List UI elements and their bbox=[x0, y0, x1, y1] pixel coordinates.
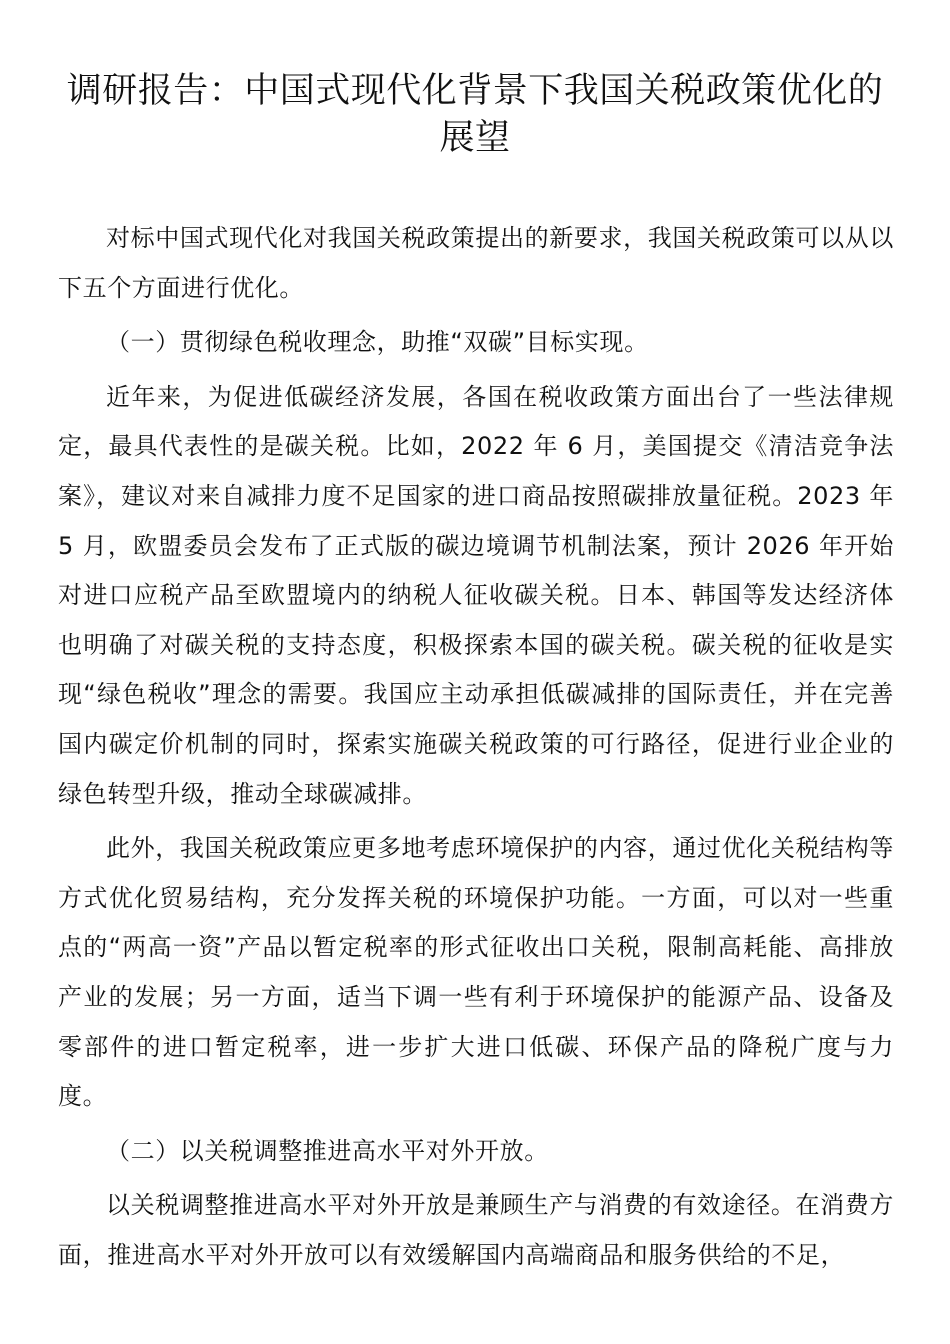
document-title: 调研报告：中国式现代化背景下我国关税政策优化的展望 bbox=[66, 71, 884, 158]
section-heading-1: （一）贯彻绿色税收理念，助推“双碳”目标实现。 bbox=[106, 328, 649, 357]
section-heading-2: （二）以关税调整推进高水平对外开放。 bbox=[106, 1136, 549, 1165]
document-body bbox=[58, 214, 894, 1285]
paragraph-intro: 对标中国式现代化对我国关税政策提出的新要求，我国关税政策可以从以下五个方面进行优化。 bbox=[58, 224, 894, 302]
paragraph-opening-up: 以关税调整推进高水平对外开放是兼顾生产与消费的有效途径。在消费方面，推进高水平对外开放可以有效缓解国内高端商品和服务供给的不足， bbox=[58, 1191, 894, 1269]
paragraph-carbon-tariff: 近年来，为促进低碳经济发展，各国在税收政策方面出台了一些法律规定，最具代表性的是碳关税。比如，2022 年 6 月，美国提交《清洁竞争法案》，建议对来自减排力度不足国家的进口商品按照碳排放量征税。2023 年 5 月，欧盟委员会发布了正式版的碳边境调节机制法案，预计 2026 年开始对进口应税产品至欧盟境内的纳税人征收碳关税。日本、韩国等发达经济体也明确了对碳关税的支持态度，积极探索本国的碳关税。碳关税的征收是实现“绿色税收”理念的需要。我国应主动承担低碳减排的国际责任，并在完善国内碳定价机制的同时，探索实施碳关税政策的可行路径，促进行业企业的绿色转型升级，推动全球碳减排。 bbox=[58, 382, 894, 808]
paragraph-environment: 此外，我国关税政策应更多地考虑环境保护的内容，通过优化关税结构等方式优化贸易结构，充分发挥关税的环境保护功能。一方面，可以对一些重点的“两高一资”产品以暂定税率的形式征收出口关税，限制高耗能、高排放产业的发展；另一方面，适当下调一些有利于环境保护的能源产品、设备及零部件的进口暂定税率，进一步扩大进口低碳、环保产品的降税广度与力度。 bbox=[58, 834, 894, 1111]
